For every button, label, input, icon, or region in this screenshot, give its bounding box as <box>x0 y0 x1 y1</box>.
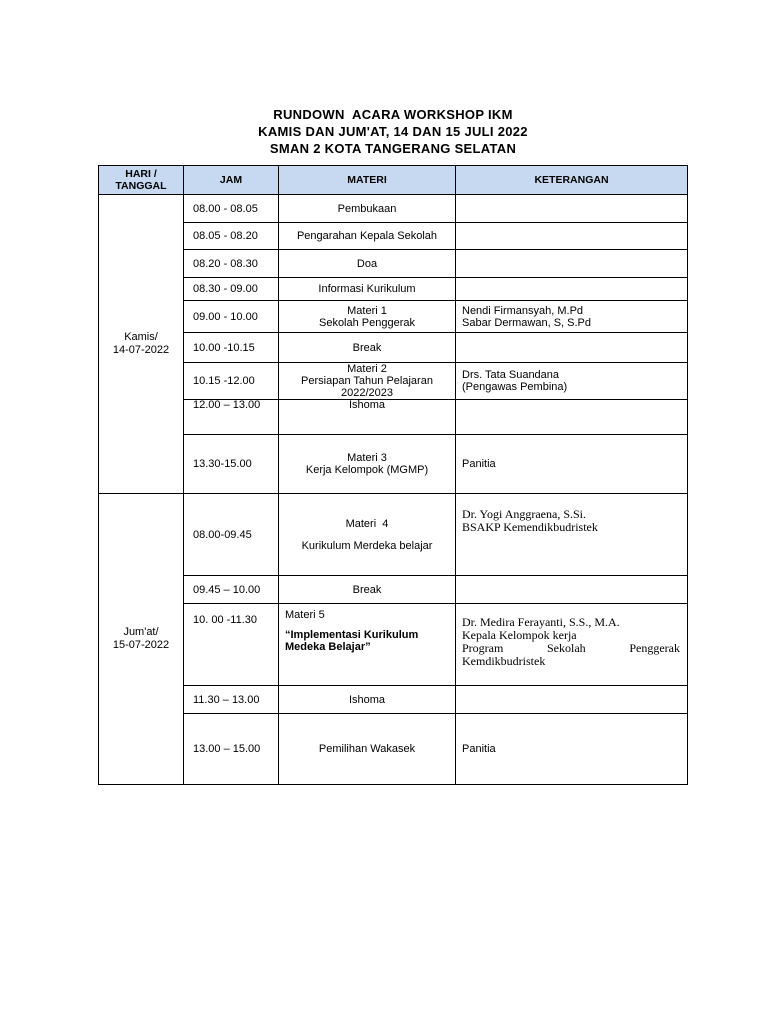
time-cell: 10. 00 -11.30 <box>184 604 279 686</box>
table-row <box>99 278 688 301</box>
table-row <box>99 363 688 400</box>
table-row <box>99 195 688 223</box>
notes-cell <box>456 576 688 604</box>
rundown-table <box>98 165 688 785</box>
material-line: Persiapan Tahun Pelajaran <box>301 375 433 387</box>
header-material: MATERI <box>279 166 456 195</box>
header-day: HARI / TANGGAL <box>99 166 184 195</box>
notes-cell <box>456 301 688 333</box>
speaker-line: Panitia <box>462 743 496 755</box>
material-cell <box>279 714 456 785</box>
material-line: Materi 3 <box>347 452 387 464</box>
table-row <box>99 400 688 435</box>
material-cell <box>279 250 456 278</box>
notes-cell <box>456 604 688 686</box>
material-line: Sekolah Penggerak <box>318 316 415 329</box>
document-title <box>0 106 768 157</box>
title-line-3: SMAN 2 KOTA TANGERANG SELATAN <box>269 141 517 156</box>
table-row <box>99 604 688 686</box>
material-cell <box>279 686 456 714</box>
material-cell <box>279 301 456 333</box>
time-cell: 08.05 - 08.20 <box>184 223 279 250</box>
table-row <box>99 576 688 604</box>
material-line: Pembukaan <box>337 202 397 215</box>
material-line: “Implementasi Kurikulum <box>285 629 419 641</box>
material-line: Break <box>352 341 382 354</box>
table-row <box>99 250 688 278</box>
time-cell: 08.20 - 08.30 <box>184 250 279 278</box>
day-label: Kamis/ <box>124 331 158 343</box>
material-line: Medeka Belajar” <box>285 641 371 653</box>
material-line: Kurikulum Merdeka belajar <box>301 539 433 552</box>
material-cell <box>279 195 456 223</box>
time-cell: 09.00 - 10.00 <box>184 301 279 333</box>
time-cell: 13.00 – 15.00 <box>184 714 279 785</box>
time-cell: 10.15 -12.00 <box>184 363 279 400</box>
speaker-line: BSAKP Kemendikbudristek <box>462 520 598 534</box>
notes-cell <box>456 435 688 494</box>
notes-cell <box>456 195 688 223</box>
material-cell <box>279 333 456 363</box>
day-cell-thursday <box>99 195 184 494</box>
day-date: 14-07-2022 <box>112 344 170 356</box>
notes-cell <box>456 250 688 278</box>
material-cell <box>279 223 456 250</box>
material-line: Materi 2 <box>347 363 387 375</box>
material-line: Materi 4 <box>345 517 389 530</box>
speaker-line: (Pengawas Pembina) <box>462 381 568 393</box>
material-cell <box>279 400 456 435</box>
speaker-word: Penggerak <box>629 641 680 655</box>
table-header-row <box>99 166 688 195</box>
table-row <box>99 686 688 714</box>
material-line: Materi 5 <box>285 609 325 621</box>
notes-cell <box>456 278 688 301</box>
notes-cell <box>456 333 688 363</box>
speaker-line: Dr. Yogi Anggraena, S.Si. <box>462 507 587 521</box>
table-row <box>99 333 688 363</box>
speaker-line: Kepala Kelompok kerja <box>462 628 577 642</box>
time-cell: 08.30 - 09.00 <box>184 278 279 301</box>
time-cell: 09.45 – 10.00 <box>184 576 279 604</box>
material-cell <box>279 363 456 400</box>
header-time: JAM <box>184 166 279 195</box>
time-cell: 12.00 – 13.00 <box>184 400 279 435</box>
material-line: 2022/2023 <box>341 387 393 399</box>
speaker-word: Program <box>462 641 504 655</box>
table-row <box>99 223 688 250</box>
speaker-line: Kemdikbudristek <box>462 654 546 668</box>
speaker-line: Panitia <box>462 458 496 470</box>
time-cell: 11.30 – 13.00 <box>184 686 279 714</box>
time-cell: 08.00-09.45 <box>184 494 279 576</box>
material-line: Ishoma <box>348 399 386 411</box>
notes-cell <box>456 494 688 576</box>
material-cell <box>279 576 456 604</box>
notes-cell <box>456 714 688 785</box>
material-cell <box>279 278 456 301</box>
material-cell <box>279 435 456 494</box>
material-line: Informasi Kurikulum <box>318 283 416 295</box>
table-row <box>99 301 688 333</box>
material-cell <box>279 494 456 576</box>
spacer <box>285 621 455 629</box>
material-line: Ishoma <box>348 693 386 706</box>
notes-cell <box>456 686 688 714</box>
title-line-2: KAMIS DAN JUM'AT, 14 DAN 15 JULI 2022 <box>258 124 528 139</box>
notes-cell <box>456 363 688 400</box>
material-line: Break <box>352 583 382 596</box>
table-row <box>99 494 688 576</box>
time-cell: 13.30-15.00 <box>184 435 279 494</box>
notes-cell <box>456 223 688 250</box>
time-cell: 08.00 - 08.05 <box>184 195 279 223</box>
material-line: Materi 1 <box>347 304 387 317</box>
material-line: Pengarahan Kepala Sekolah <box>296 230 438 242</box>
speaker-line: Drs. Tata Suandana <box>462 369 560 381</box>
speaker-word: Sekolah <box>547 641 586 655</box>
speaker-line: Sabar Dermawan, S, S.Pd <box>462 316 592 329</box>
speaker-line: Dr. Medira Ferayanti, S.S., M.A. <box>462 615 620 629</box>
day-cell-friday <box>99 494 184 785</box>
notes-cell <box>456 400 688 435</box>
table-row <box>99 714 688 785</box>
speaker-line: Nendi Firmansyah, M.Pd <box>462 304 584 317</box>
material-cell <box>279 604 456 686</box>
time-cell: 10.00 -10.15 <box>184 333 279 363</box>
material-line: Doa <box>356 257 378 270</box>
material-line: Kerja Kelompok (MGMP) <box>305 464 429 476</box>
title-line-1: RUNDOWN ACARA WORKSHOP IKM <box>273 107 513 122</box>
table-row <box>99 435 688 494</box>
header-notes: KETERANGAN <box>456 166 688 195</box>
material-line: Pemilihan Wakasek <box>318 743 416 755</box>
day-date: 15-07-2022 <box>112 639 170 651</box>
day-label: Jum'at/ <box>123 626 159 638</box>
spacer <box>279 530 455 540</box>
